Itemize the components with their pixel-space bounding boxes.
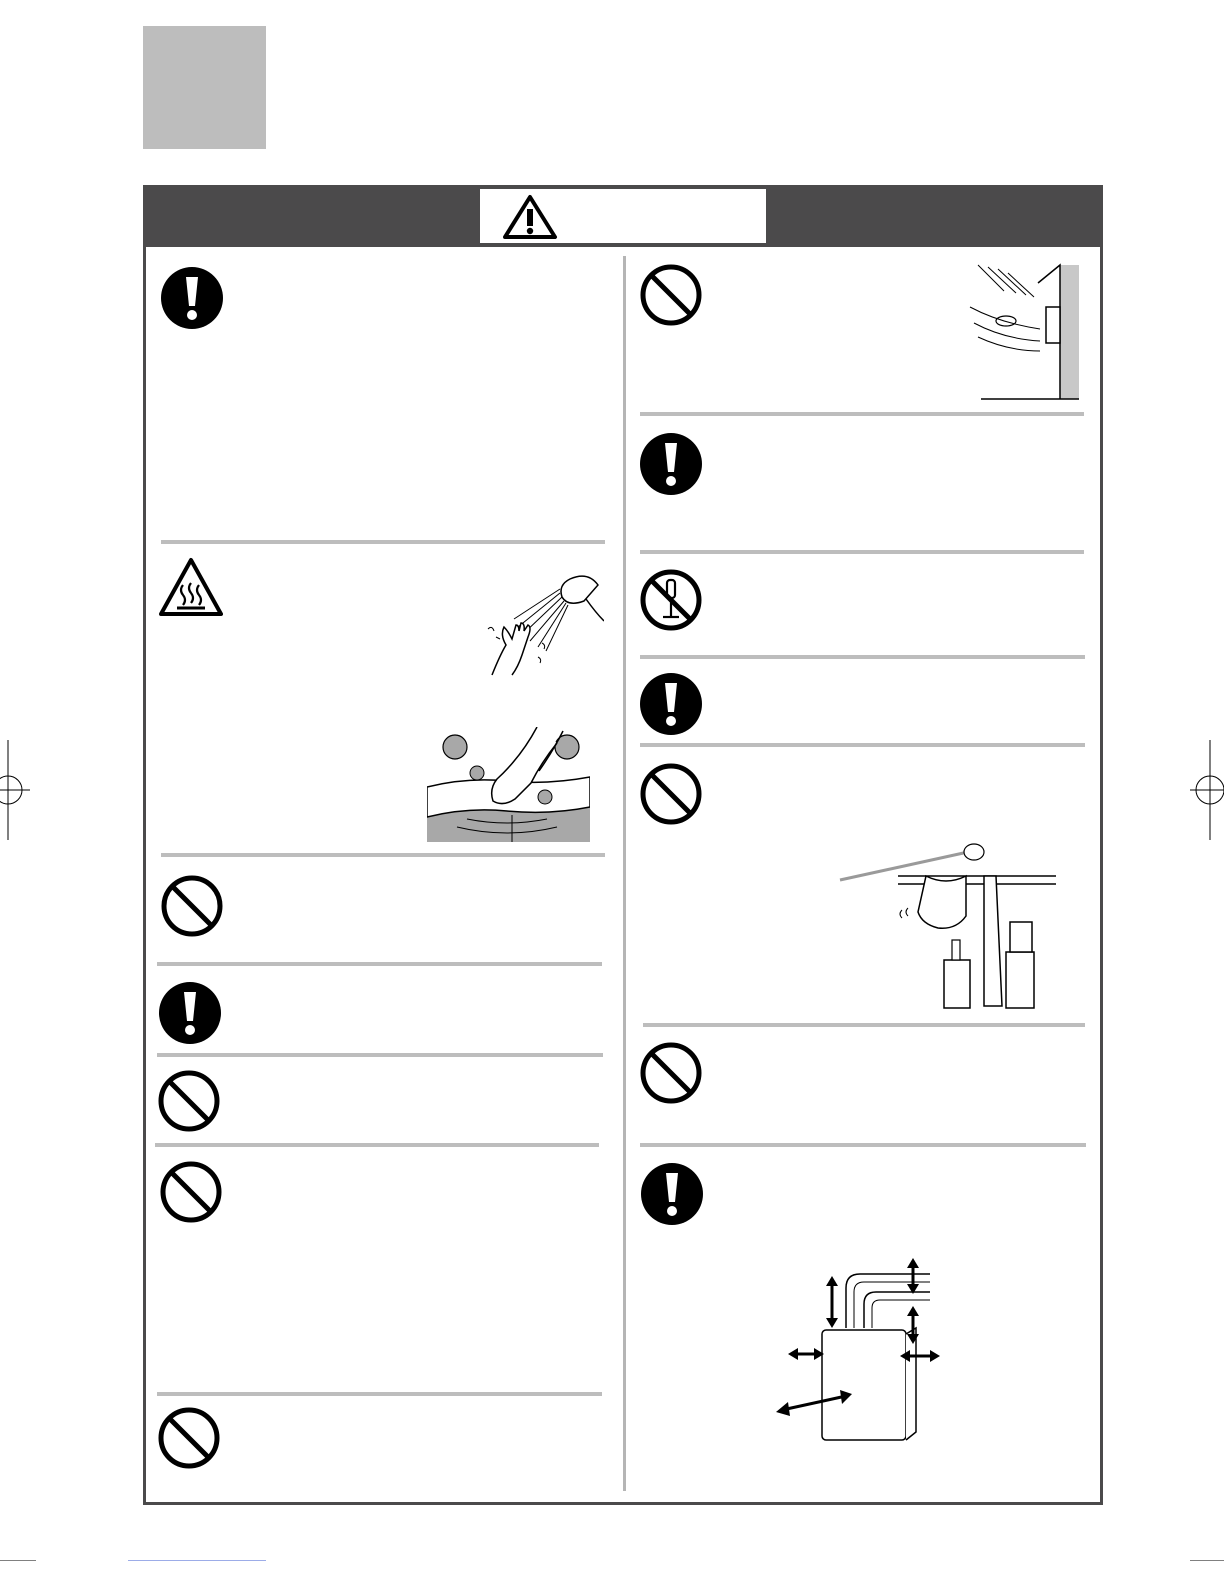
exclamation-mark-icon (639, 672, 703, 736)
section-divider (161, 540, 605, 544)
section-divider (640, 743, 1085, 747)
bottom-trim-marks (0, 1560, 1224, 1584)
prohibition-icon (157, 1069, 221, 1133)
section-divider (161, 853, 605, 857)
section-divider (157, 1392, 602, 1396)
prohibition-icon (639, 762, 703, 826)
prohibition-icon (160, 874, 224, 938)
section-divider (640, 655, 1085, 659)
hot-surface-icon (159, 557, 223, 621)
section-divider (157, 962, 602, 966)
column-divider (623, 256, 626, 1491)
shower-hand-illustration (478, 565, 604, 677)
exclamation-mark-icon (639, 432, 703, 496)
prohibition-icon (639, 263, 703, 327)
unit-clearance-illustration (776, 1258, 946, 1442)
section-divider (157, 1053, 603, 1057)
exclamation-mark-icon (640, 1162, 704, 1226)
exclamation-mark-icon (158, 981, 222, 1045)
section-divider (640, 1143, 1086, 1147)
laundry-hazard-illustration (838, 840, 1058, 1012)
prohibition-icon (157, 1406, 221, 1470)
exclamation-mark-icon (160, 266, 224, 330)
warning-label-box (480, 189, 766, 243)
no-disassembly-icon (639, 568, 703, 632)
chapter-tab (143, 26, 266, 149)
prohibition-icon (159, 1160, 223, 1224)
section-divider (155, 1143, 599, 1147)
section-divider (640, 412, 1084, 416)
section-divider (640, 550, 1084, 554)
section-divider (643, 1023, 1085, 1027)
warning-triangle-icon (502, 194, 558, 240)
bathtub-illustration (427, 727, 590, 842)
registration-mark-left (0, 740, 30, 840)
rain-wind-unit-illustration (968, 263, 1081, 401)
prohibition-icon (639, 1041, 703, 1105)
registration-mark-right (1190, 740, 1224, 840)
